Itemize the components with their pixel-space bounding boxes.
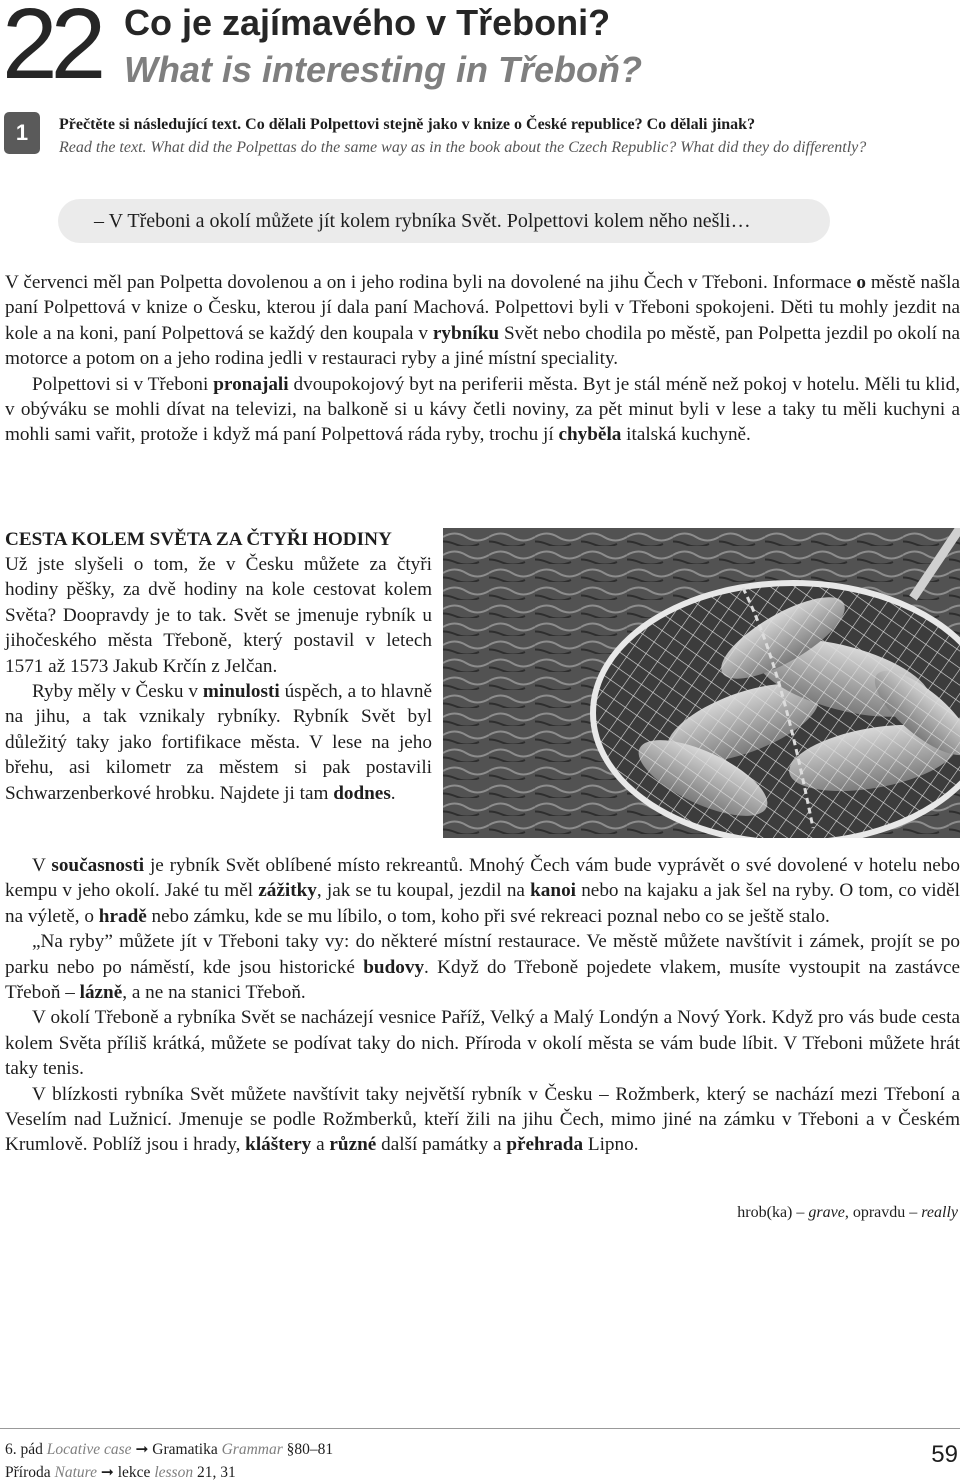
fish-net-photo	[443, 528, 960, 838]
bold-term: přehrada	[506, 1134, 584, 1156]
footer-references	[5, 1438, 333, 1484]
bold-term: rybníku	[432, 322, 500, 344]
main-paragraph-4: V blízkosti rybníka Svět můžete navštívit taky největší rybník v Česku – Rožmberk, který se nachází mezi Třeboní a Veselím nad Lužnicí. Jmenuje se podle Rožmberků, kteří žili na jihu Čech, mimo jiné na zámku v Třeboni a v Českém Krumlově. Poblíž jsou i hrady, kláštery a různé další památky a přehrada Lipno.	[5, 1083, 960, 1156]
intro-paragraph-1: V červenci měl pan Polpetta dovolenou a on i jeho rodina byli na dovolené na jihu Čech v Třeboni. Informace o městě našla paní Polpettová v knize o Česku, kterou jí dala paní Machová. Polpettovi byli v Třeboni spokojeni. Děti tu mohly jezdit na kole a na koni, paní Polpettová se každý den koupala v rybníku Svět nebo chodila po městě, pan Polpetta jezdil po okolí na motorce a potom on a jeho rodina jedli v restauraci ryby a jiné místní speciality.	[5, 272, 960, 370]
bold-term: dodnes	[333, 782, 391, 804]
main-text	[5, 853, 960, 1158]
main-paragraph-1: V současnosti je rybník Svět oblíbené místo rekreantů. Mnohý Čech vám bude vyprávět o své dovolené v hotelu nebo kempu v jeho okolí. Jaké tu měl zážitky, jak se tu koupal, jezdil na kanoi nebo na kajaku a jak šel na ryby. O tom, co viděl na výletě, o hradě nebo zámku, kde se mu líbilo, o tom, koho při své rekreaci poznal nebo co se ještě stalo.	[5, 855, 960, 927]
page-number: 59	[931, 1441, 958, 1468]
main-paragraph-2: „Na ryby” můžete jít v Třeboni taky vy: do některé místní restaurace. Ve městě můžete navštívit i zámek, projít se po parku nebo po náměstí, kde jsou historické budovy. Když do Třeboně pojedete vlakem, musíte vystoupit na zastávce Třeboň – lázně, a ne na stanici Třeboň.	[5, 931, 960, 1004]
bold-term: různé	[329, 1134, 377, 1156]
intro-paragraph-2: Polpettovi si v Třeboni pronajali dvoupokojový byt na periferii města. Byt je stál méně než pokoj v hotelu. Měli tu klid, v obýváku se mohli dívat na televizi, na balkoně si u kávy četli noviny, za pět minut byli v lese a taky tu měli kuchyni a mohli sami vařit, protože i když má paní Polpettová ráda ryby, trochu jí chyběla italská kuchyně.	[5, 373, 960, 446]
section-heading: CESTA KOLEM SVĚTA ZA ČTYŘI HODINY	[5, 529, 392, 550]
exercise-number-badge: 1	[4, 112, 40, 154]
bold-term: současnosti	[51, 855, 145, 876]
footer-lesson-reference: Příroda Nature ➞ lekce lesson 21, 31	[5, 1464, 236, 1481]
bold-term: zážitky	[258, 880, 317, 902]
bold-term: kanoi	[530, 880, 577, 902]
side-paragraph-1: Už jste slyšeli o tom, že v Česku můžete za čtyři hodiny pěšky, za dvě hodiny na kole cestovat kolem Světa? Doopravdy je to tak. Svět se jmenuje rybník u jihočeského města Třeboně, který postavil v letech 1571 až 1573 Jakub Krčín z Jelčan.	[5, 554, 432, 677]
glossary-note: hrob(ka) – grave, opravdu – really	[737, 1204, 958, 1221]
side-paragraph-2: Ryby měly v Česku v minulosti úspěch, a to hlavně na jihu, a tak vznikaly rybníky. Rybník Svět byl důležitý taky jako fortifikace města. V lese na jeho břehu, asi kilometr za městem si pak postavili Schwarzenberkové hrobku. Najdete ji tam dodnes.	[5, 681, 432, 804]
footer-grammar-reference: 6. pád Locative case ➞ Gramatika Grammar §80–81	[5, 1441, 334, 1458]
exercise-instruction-cz: Přečtěte si následující text. Co dělali Polpettovi stejně jako v knize o České republice? Co dělali jinak?	[59, 116, 756, 133]
bold-term: kláštery	[245, 1134, 312, 1156]
exercise-instruction-en: Read the text. What did the Polpettas do the same way as in the book about the Czech Republic? What did they do differently?	[59, 139, 867, 156]
bold-term: budovy	[363, 956, 425, 978]
bold-term: o	[856, 272, 866, 293]
lesson-number: 22	[2, 0, 100, 100]
quote-box: – V Třeboni a okolí můžete jít kolem rybníka Svět. Polpettovi kolem něho nešli…	[58, 199, 830, 243]
page-title-cz: Co je zajímavého v Třeboni?	[124, 2, 611, 43]
bold-term: chyběla	[558, 424, 622, 446]
page-title-en: What is interesting in Třeboň?	[124, 49, 643, 90]
main-paragraph-3: V okolí Třeboně a rybníka Svět se nacházejí vesnice Paříž, Velký a Malý Londýn a Nový York. Když pro vás bude cesta kolem Světa příliš krátká, můžete se podívat taky do nich. Příroda v okolí města se vám bude líbit. V Třeboni můžete hrát taky tenis.	[5, 1007, 960, 1080]
intro-text	[5, 270, 960, 448]
footer-divider	[0, 1428, 960, 1429]
bold-term: hradě	[98, 905, 147, 927]
bold-term: minulosti	[202, 681, 280, 703]
bold-term: pronajali	[213, 373, 289, 395]
section-side-text	[5, 552, 432, 806]
bold-term: lázně	[79, 982, 123, 1004]
